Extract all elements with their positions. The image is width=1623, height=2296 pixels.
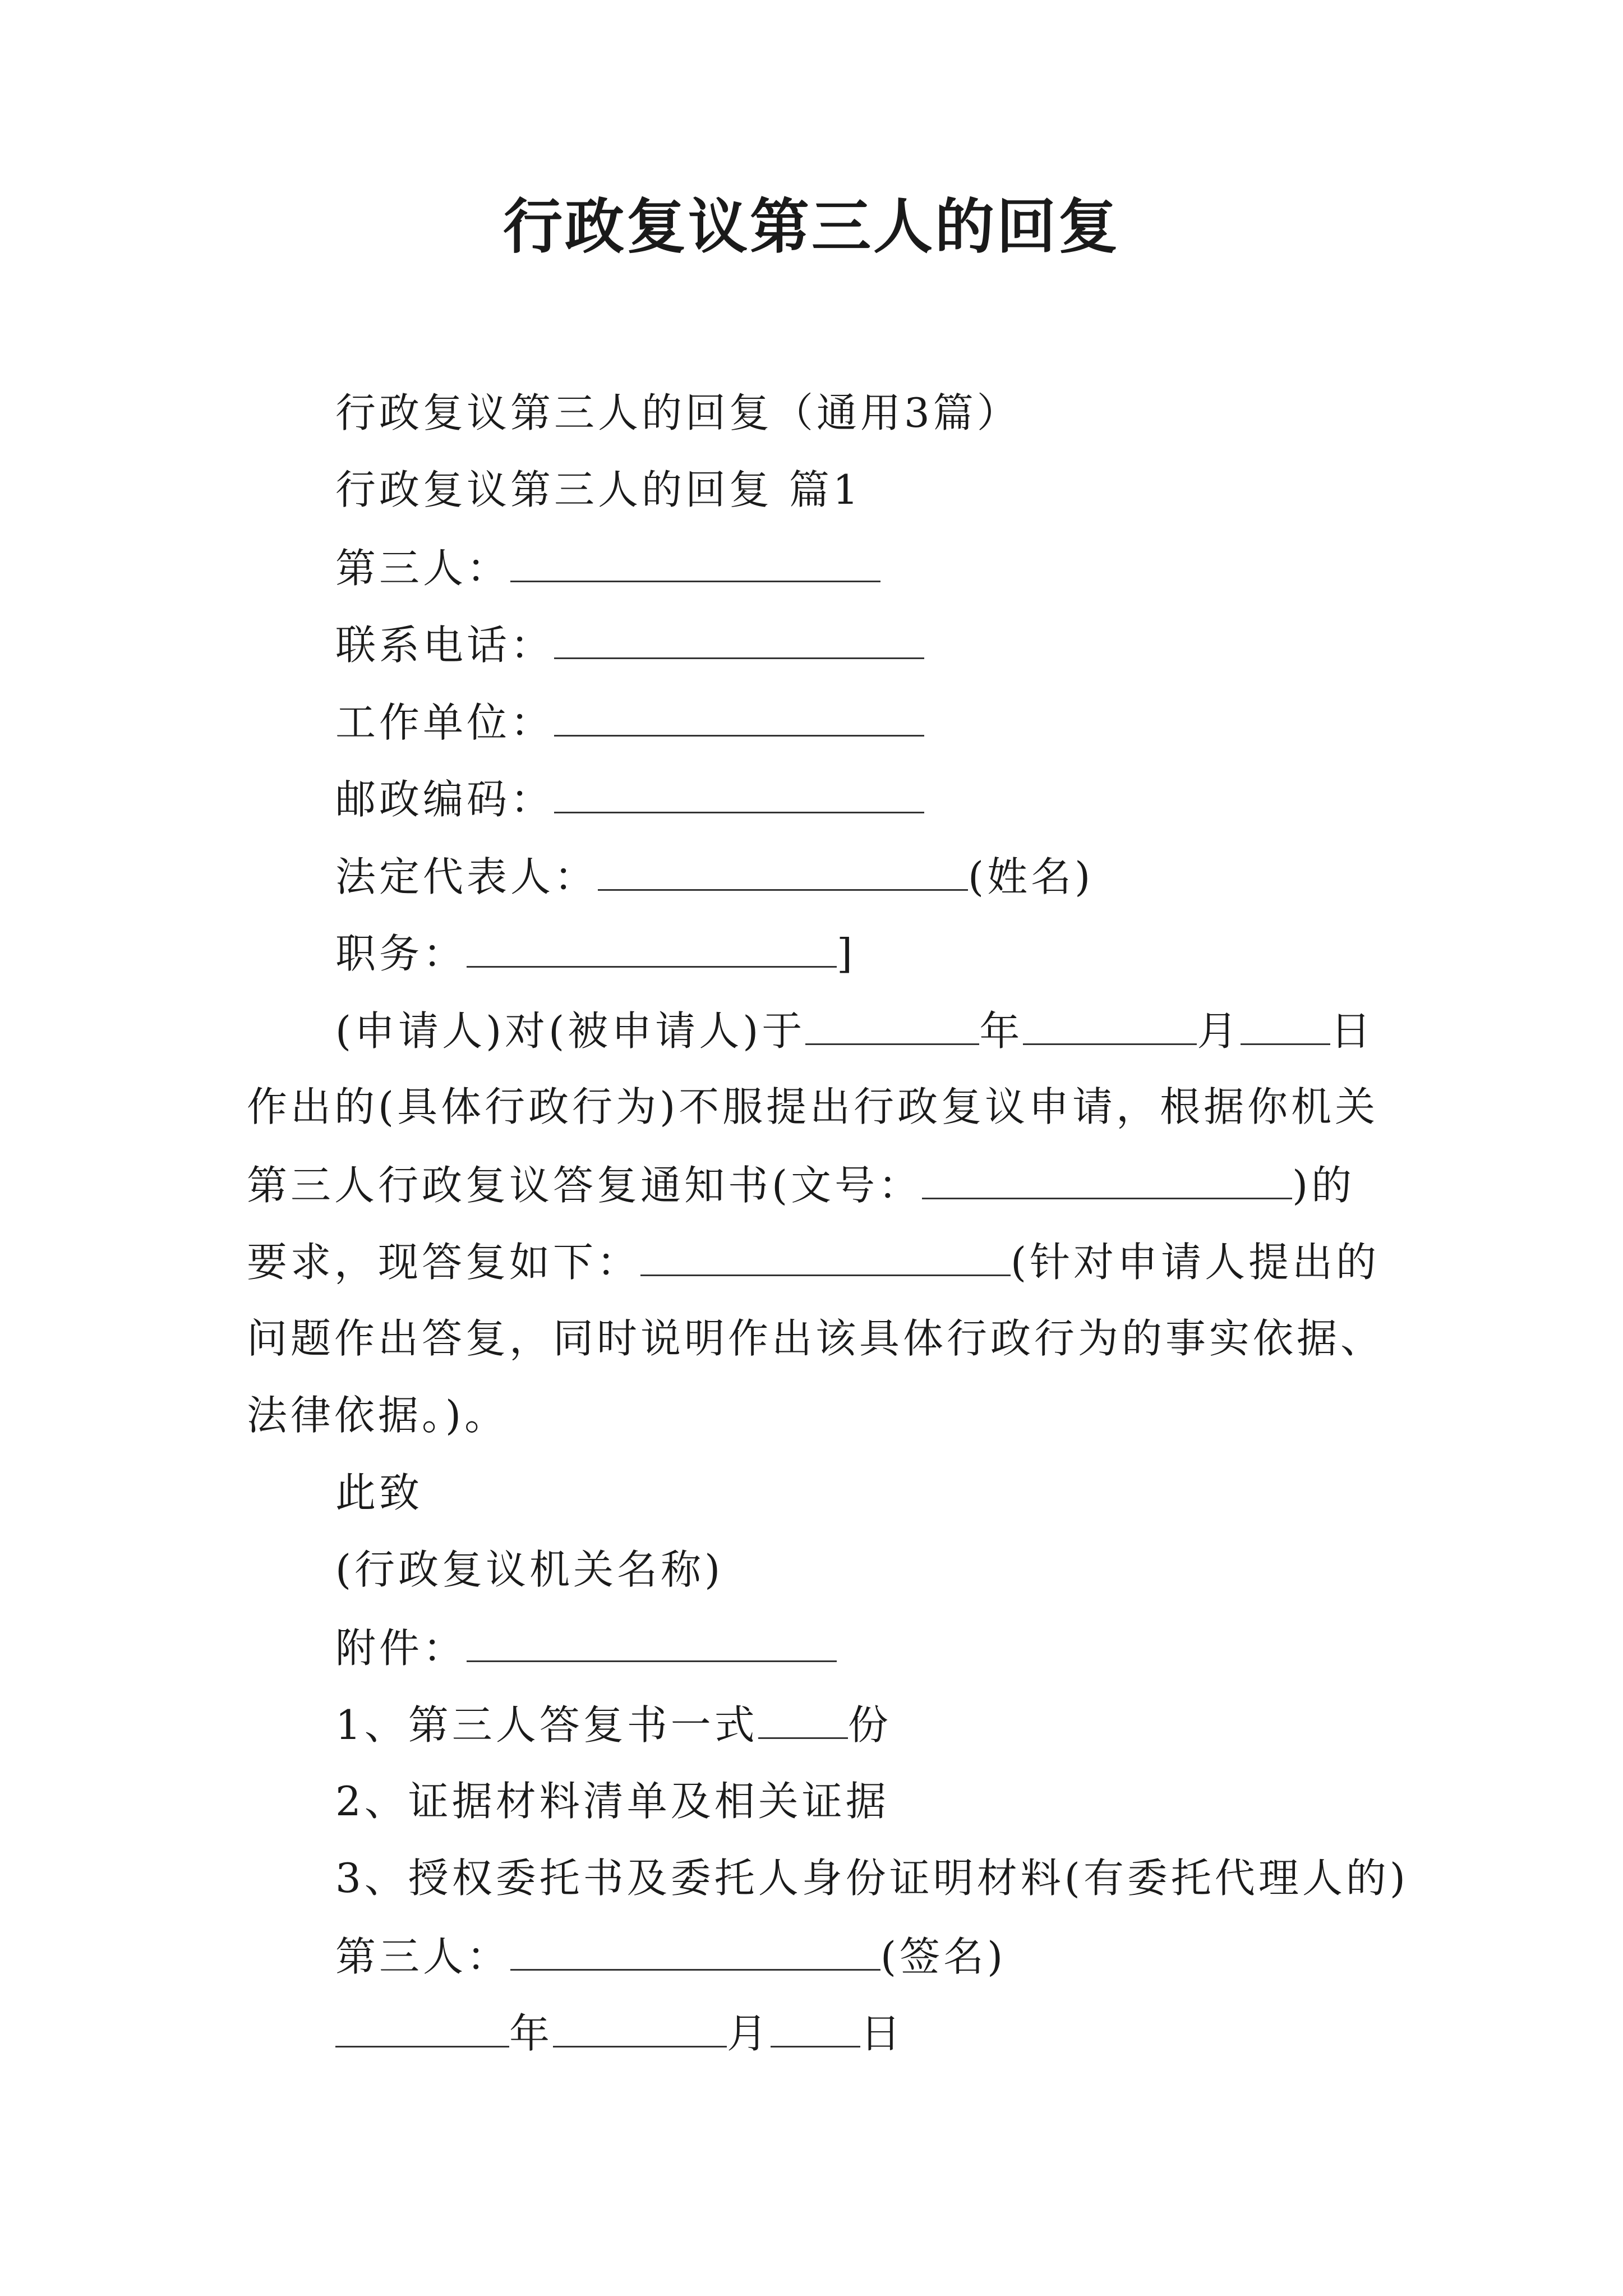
signature-suffix: (签名) bbox=[880, 1933, 1007, 1980]
body-text: (针对申请人提出的 bbox=[1011, 1239, 1380, 1286]
blank-line bbox=[510, 1935, 880, 1971]
attachment-text: 份 bbox=[847, 1701, 892, 1749]
field-label: 第三人： bbox=[335, 545, 511, 592]
field-employer bbox=[335, 699, 924, 746]
body-paragraph-line bbox=[247, 1239, 1380, 1286]
blank-line bbox=[1023, 1010, 1197, 1045]
field-legal-rep bbox=[335, 853, 1094, 900]
field-suffix: ] bbox=[837, 930, 856, 977]
attachment-item-1 bbox=[335, 1701, 892, 1749]
blank-line bbox=[554, 778, 924, 813]
intro-line: 行政复议第三人的回复（通用3篇） bbox=[335, 389, 1021, 436]
attachments-label: 附件： bbox=[335, 1625, 467, 1672]
body-text: )的 bbox=[1292, 1162, 1355, 1209]
field-suffix: (姓名) bbox=[968, 853, 1094, 900]
day-label: 日 bbox=[860, 2010, 905, 2057]
body-paragraph-line bbox=[247, 1162, 1355, 1209]
blank-line bbox=[758, 1704, 848, 1739]
blank-line bbox=[640, 1241, 1011, 1276]
signature-line bbox=[335, 1933, 1007, 1980]
field-label: 邮政编码： bbox=[335, 776, 555, 823]
body-paragraph-line: 问题作出答复，同时说明作出该具体行政行为的事实依据、 bbox=[247, 1315, 1385, 1362]
agency-name: (行政复议机关名称) bbox=[335, 1546, 724, 1593]
salutation: 此致 bbox=[335, 1469, 423, 1516]
blank-line bbox=[554, 701, 924, 737]
field-label: 联系电话： bbox=[335, 622, 555, 669]
blank-line bbox=[598, 855, 968, 891]
field-label: 工作单位： bbox=[335, 699, 555, 746]
attachment-item-2: 2、证据材料清单及相关证据 bbox=[335, 1778, 889, 1825]
body-text: 要求，现答复如下： bbox=[247, 1239, 641, 1286]
field-position bbox=[335, 930, 856, 977]
body-paragraph-line: 法律依据。)。 bbox=[247, 1392, 509, 1439]
blank-line bbox=[553, 2012, 727, 2047]
blank-line bbox=[805, 1010, 979, 1045]
blank-line bbox=[771, 2012, 860, 2047]
day-label: 日 bbox=[1330, 1007, 1375, 1055]
body-text: 第三人行政复议答复通知书(文号： bbox=[247, 1162, 923, 1209]
body-paragraph-line bbox=[335, 1007, 1375, 1055]
month-label: 月 bbox=[727, 2010, 771, 2057]
field-phone bbox=[335, 622, 924, 669]
blank-line bbox=[335, 2012, 509, 2047]
year-label: 年 bbox=[509, 2010, 554, 2057]
signature-label: 第三人： bbox=[335, 1933, 511, 1980]
body-text: (申请人)对(被申请人)于 bbox=[335, 1007, 806, 1055]
field-third-party bbox=[335, 545, 880, 592]
month-label: 月 bbox=[1197, 1007, 1241, 1055]
attachment-text: 1、第三人答复书一式 bbox=[335, 1701, 758, 1749]
field-label: 职务： bbox=[335, 930, 467, 977]
attachment-item-3: 3、授权委托书及委托人身份证明材料(有委托代理人的) bbox=[335, 1855, 1409, 1902]
document-title: 行政复议第三人的回复 bbox=[503, 191, 1120, 261]
body-paragraph-line: 作出的(具体行政行为)不服提出行政复议申请，根据你机关 bbox=[247, 1083, 1379, 1130]
year-label: 年 bbox=[979, 1007, 1023, 1055]
blank-line bbox=[1241, 1010, 1330, 1045]
blank-line bbox=[554, 624, 924, 659]
date-line bbox=[335, 2010, 905, 2057]
field-label: 法定代表人： bbox=[335, 853, 598, 900]
attachments-line bbox=[335, 1625, 837, 1672]
blank-line bbox=[510, 547, 880, 582]
blank-line bbox=[467, 932, 837, 968]
section-heading: 行政复议第三人的回复 篇1 bbox=[335, 466, 862, 513]
field-postcode bbox=[335, 776, 924, 823]
blank-line bbox=[467, 1627, 837, 1662]
blank-line bbox=[922, 1164, 1292, 1199]
